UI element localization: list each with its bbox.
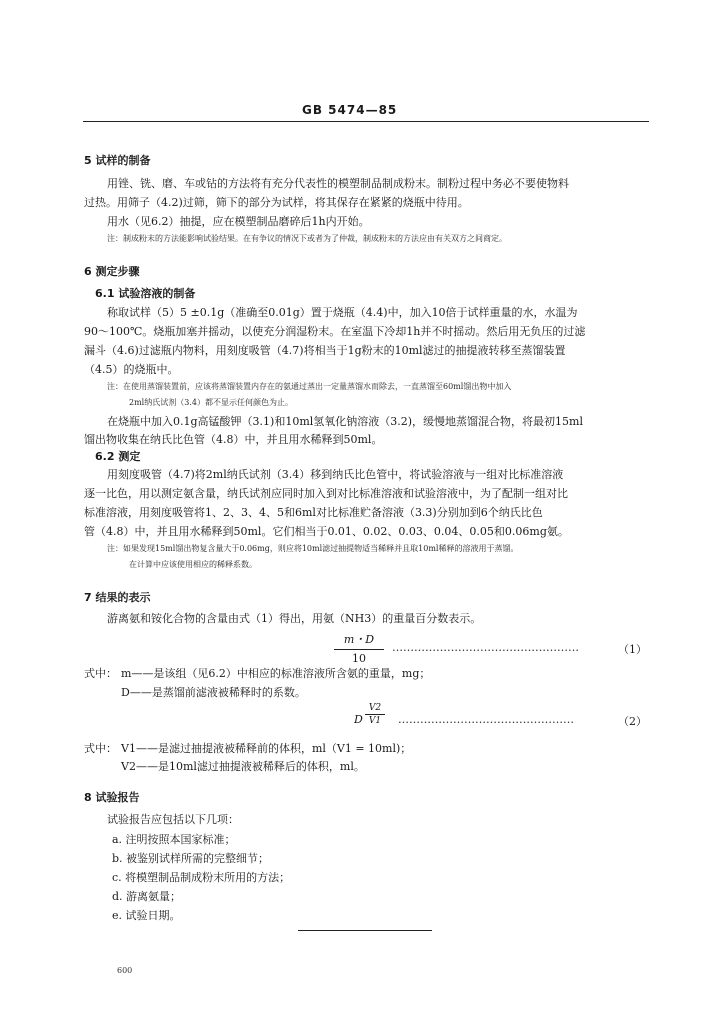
s62-paragraph-line-1: 用刻度吸管（4.7)将2ml纳氏试剂（3.4）移到纳氏比色管中，将试验溶液与一组对比标准溶液: [107, 468, 564, 481]
report-item-a: a. 注明按照本国家标准；: [112, 833, 236, 846]
formula-1-leader: ……………………………………………: [392, 641, 579, 654]
section-5-heading: 5 试样的制备: [84, 154, 151, 167]
report-item-d: d. 游离氨量；: [112, 890, 182, 903]
section-6-1-heading: 6.1 试验溶液的制备: [95, 287, 196, 300]
section-7-heading: 7 结果的表示: [84, 591, 151, 604]
s62-paragraph-line-3: 标准溶液，用刻度吸管将1、2、3、4、5和6ml对比标准贮备溶液（3.3)分别加到6个纳氏比色: [84, 506, 543, 519]
s61-paragraph-line-3: 漏斗（4.6)过滤瓶内物料，用刻度吸管（4.7)将相当于1g粉末的10ml滤过的抽提液转移至蒸馏装置: [84, 344, 566, 357]
formula-1-fraction: [334, 631, 384, 665]
formula-2-D: D: [354, 713, 363, 726]
report-item-b: b. 被鉴别试样所需的完整细节；: [112, 852, 270, 865]
s61-paragraph-2-line-1: 在烧瓶中加入0.1g高锰酸钾（3.1)和10ml氢氧化钠溶液（3.2)，缓慢地蒸馏混合物，将最初15ml: [107, 415, 583, 428]
section-6-2-heading: 6.2 测定: [95, 450, 141, 463]
s5-note: 注：制成粉末的方法能影响试验结果。在有争议的情况下或者为了仲裁，制成粉末的方法应由有关双方之间商定。: [107, 234, 507, 243]
page-number: 600: [117, 966, 133, 975]
formula-1-numerator: m・D: [343, 633, 375, 646]
formula-2-numerator: V2: [368, 703, 382, 713]
report-item-c: c. 将模塑制品制成粉末所用的方法；: [112, 871, 291, 884]
s5-paragraph-1-line-2: 过热。用筛子（4.2)过筛，筛下的部分为试样，将其保存在紧紧的烧瓶中待用。: [84, 196, 469, 209]
standard-code: GB 5474—85: [302, 103, 398, 117]
s62-paragraph-line-2: 逐一比色，用以测定氨含量，纳氏试剂应同时加入到对比标准溶液和试验溶液中，为了配制一组对比: [84, 487, 568, 500]
s7-paragraph: 游离氨和铵化合物的含量由式（1）得出，用氨（NH3）的重量百分数表示。: [107, 612, 482, 625]
s61-paragraph-2-line-2: 馏出物收集在纳氏比色管（4.8）中，并且用水稀释到50ml。: [84, 433, 383, 446]
header-rule: [83, 121, 649, 122]
end-rule: [298, 930, 432, 931]
V1-definition: V1——是滤过抽提液被稀释前的体积，ml（V1 = 10ml)；: [121, 742, 412, 755]
V2-definition: V2——是10ml滤过抽提液被稀释后的体积，ml。: [121, 760, 365, 773]
s5-paragraph-1-line-1: 用锉、铣、磨、车或钻的方法将有充分代表性的模塑制品制成粉末。制粉过程中务必不要使物料: [107, 177, 569, 190]
s62-note-line-2: 在计算中应该使用相应的稀释系数。: [129, 560, 257, 569]
s8-intro: 试验报告应包括以下几项：: [107, 813, 239, 826]
where-label-1: 式中：: [84, 667, 117, 680]
formula-1-denominator: 10: [352, 652, 366, 665]
formula-2-bar: [365, 714, 385, 715]
s62-paragraph-line-4: 管（4.8）中，并且用水稀释到50ml。它们相当于0.01、0.02、0.03、0.04、0.05和0.06mg氨。: [84, 525, 569, 538]
section-8-heading: 8 试验报告: [84, 791, 140, 804]
formula-2-number: （2）: [618, 715, 647, 728]
formula-1-bar: [334, 649, 384, 650]
section-6-heading: 6 测定步骤: [84, 265, 140, 278]
s61-note-line-1: 注：在使用蒸馏装置前，应该将蒸馏装置内存在的氨通过蒸出一定量蒸馏水而除去，一直蒸馏至60ml馏出物中加入: [107, 382, 512, 391]
s61-note-line-2: 2ml纳氏试剂（3.4）都不显示任何颜色为止。: [129, 398, 293, 407]
D-definition: D——是蒸馏前滤液被稀释时的系数。: [121, 686, 306, 699]
s61-paragraph-line-1: 称取试样（5）5 ±0.1g（准确至0.01g）置于烧瓶（4.4)中，加入10倍于试样重量的水，水温为: [107, 306, 578, 319]
where-label-2: 式中：: [84, 742, 117, 755]
s5-paragraph-2: 用水（见6.2）抽提，应在模塑制品磨碎后1h内开始。: [107, 215, 370, 228]
formula-2-fraction: [365, 703, 385, 726]
m-definition: m——是该组（见6.2）中相应的标准溶液所含氨的重量，mg；: [121, 667, 431, 680]
formula-2-denominator: V1: [368, 716, 382, 726]
report-item-e: e. 试验日期。: [112, 909, 181, 922]
s62-note-line-1: 注：如果发现15ml馏出物复含量大于0.06mg，则应将10ml滤过抽提物适当稀释并且取10ml稀释的溶液用于蒸馏。: [107, 544, 519, 553]
s61-paragraph-line-4: （4.5）的烧瓶中。: [84, 363, 179, 376]
formula-2-leader: …………………………………………: [398, 713, 574, 726]
s61-paragraph-line-2: 90～100℃。烧瓶加塞并摇动，以使充分润湿粉末。在室温下冷却1h并不时摇动。然后用无负压的过滤: [84, 325, 586, 338]
formula-1-number: （1）: [618, 643, 647, 656]
